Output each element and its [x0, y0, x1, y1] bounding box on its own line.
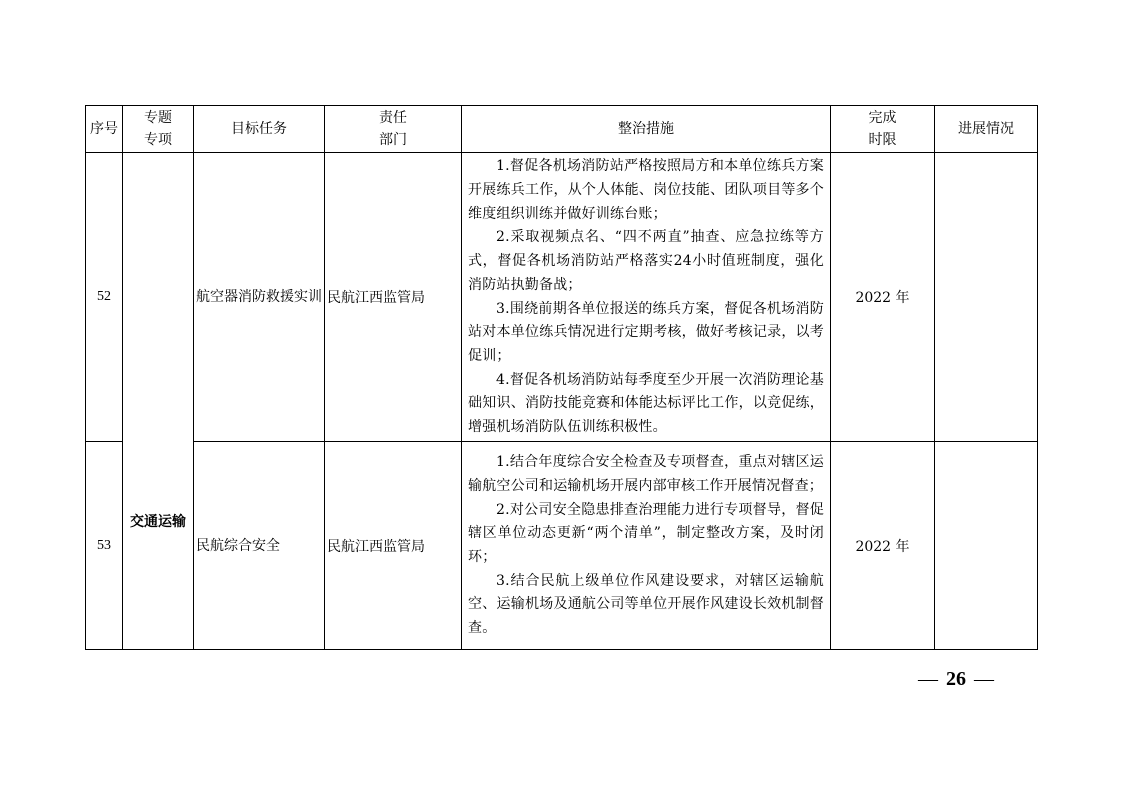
row-progress	[935, 442, 1038, 650]
page-dash-left: —	[918, 668, 938, 690]
table-row	[86, 153, 1038, 442]
header-measures: 整治措施	[462, 106, 831, 153]
page-dash-right: —	[974, 668, 994, 690]
measure-item: 1.督促各机场消防站严格按照局方和本单位练兵方案开展练兵工作，从个人体能、岗位技能、团队项目等多个维度组织训练并做好训练台账；	[468, 158, 824, 222]
topic-label: 交通运输	[130, 514, 186, 530]
row-dept: 民航江西监管局	[325, 442, 462, 650]
row-deadline: 2022 年	[831, 153, 935, 442]
header-deadline-line1: 完成	[868, 110, 897, 126]
measure-item: 1.结合年度综合安全检查及专项督查，重点对辖区运输航空公司和运输机场开展内部审核工作开展情况督查；	[468, 454, 824, 494]
row-measures	[462, 442, 831, 650]
measure-item: 3.围绕前期各单位报送的练兵方案，督促各机场消防站对本单位练兵情况进行定期考核，做好考核记录，以考促训；	[468, 300, 824, 364]
measure-item: 3.结合民航上级单位作风建设要求，对辖区运输航空、运输机场及通航公司等单位开展作风建设长效机制督查。	[468, 572, 824, 637]
header-topic-line1: 专题	[144, 110, 172, 126]
header-num: 序号	[86, 106, 123, 153]
measure-item: 4.督促各机场消防站每季度至少开展一次消防理论基础知识、消防技能竞赛和体能达标评比工作，以竞促练，增强机场消防队伍训练积极性。	[468, 371, 824, 436]
measure-item: 2.采取视频点名、“四不两直”抽查、应急拉练等方式，督促各机场消防站严格落实24小时值班制度，强化消防站执勤备战；	[468, 229, 824, 293]
header-row	[86, 106, 1038, 153]
table-row	[86, 442, 1038, 650]
row-target: 民航综合安全	[194, 442, 325, 650]
header-deadline	[831, 106, 935, 153]
page-number	[918, 668, 994, 691]
task-table	[85, 105, 1038, 650]
row-deadline: 2022 年	[831, 442, 935, 650]
row-dept: 民航江西监管局	[325, 153, 462, 442]
row-num: 52	[86, 153, 123, 442]
row-measures	[462, 153, 831, 442]
header-progress: 进展情况	[935, 106, 1038, 153]
header-dept	[325, 106, 462, 153]
measure-item: 2.对公司安全隐患排查治理能力进行专项督导，督促辖区单位动态更新“两个清单”，制定整改方案，及时闭环；	[468, 501, 824, 565]
row-num: 53	[86, 442, 123, 650]
page-number-value: 26	[946, 668, 966, 690]
row-progress	[935, 153, 1038, 442]
header-topic-line2: 专项	[144, 132, 172, 148]
row-target: 航空器消防救援实训	[194, 153, 325, 442]
header-topic	[123, 106, 194, 153]
header-dept-line1: 责任	[379, 110, 407, 126]
header-dept-line2: 部门	[379, 132, 407, 148]
header-target: 目标任务	[194, 106, 325, 153]
header-deadline-line2: 时限	[868, 132, 897, 148]
topic-cell	[123, 153, 194, 650]
